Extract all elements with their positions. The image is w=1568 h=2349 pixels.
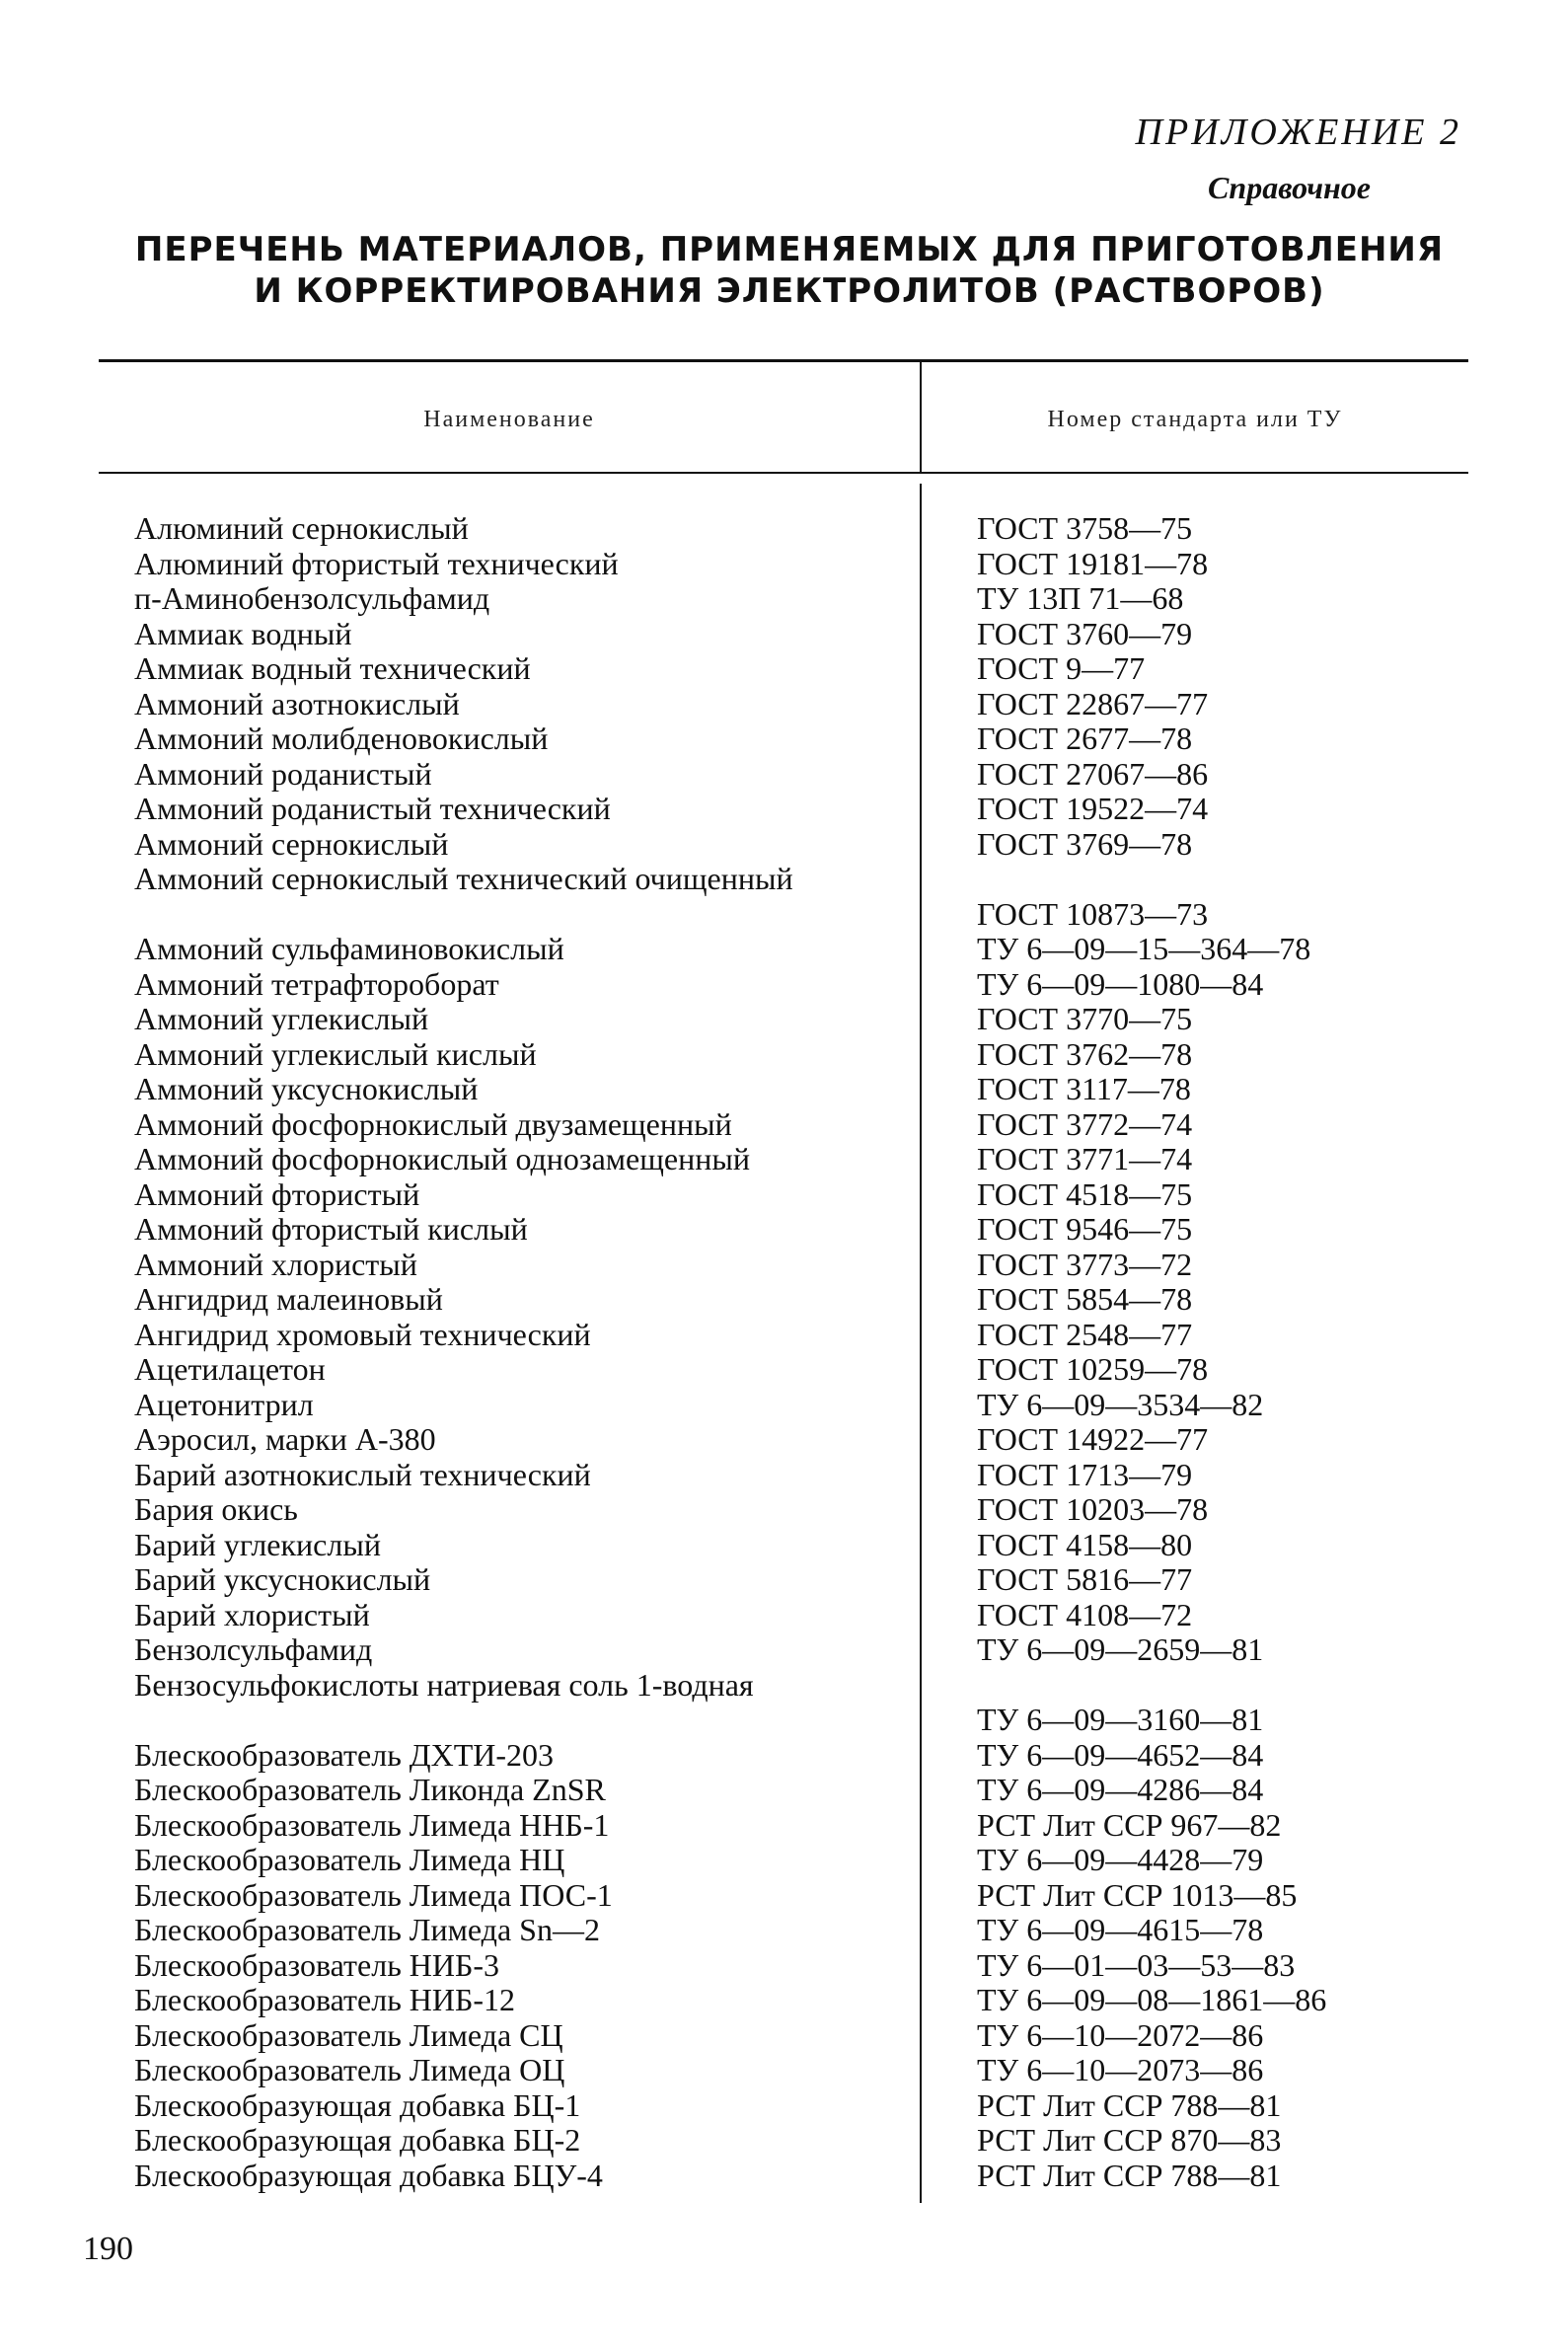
table-row: [0, 1668, 1568, 1738]
table-row: [0, 1632, 1568, 1668]
standard-number: ГОСТ 4158—80: [977, 1526, 1193, 1562]
material-name: Блескообразующая добавка БЦ-1: [134, 2086, 581, 2123]
standard-number: ТУ 6—10—2073—86: [977, 2052, 1264, 2087]
material-name: Аммоний хлористый: [134, 1246, 417, 1282]
material-name: Алюминий фтористый технический: [134, 545, 619, 581]
material-name: Блескообразователь Ликонда ZnSR: [134, 1772, 606, 1807]
standard-number: ГОСТ 19522—74: [977, 791, 1209, 826]
title-line-1: ПЕРЕЧЕНЬ МАТЕРИАЛОВ, ПРИМЕНЯЕМЫХ ДЛЯ ПРИГОТОВЛЕНИЯ: [134, 230, 1445, 269]
standard-number: РСТ Лит ССР 1013—85: [977, 1876, 1298, 1913]
material-name: Блескообразователь Лимеда НЦ: [134, 1842, 565, 1877]
material-name: Аммоний сернокислый: [134, 825, 449, 862]
table-top-rule: [99, 359, 1468, 362]
material-name: Аммоний углекислый: [134, 1001, 429, 1036]
material-name: Аммоний роданистый: [134, 755, 432, 792]
table-row: [0, 1388, 1568, 1423]
appendix-label: ПРИЛОЖЕНИЕ 2: [1135, 112, 1461, 153]
standard-number: РСТ Лит ССР 967—82: [977, 1806, 1282, 1843]
standard-number: ГОСТ 4518—75: [977, 1175, 1193, 1212]
material-name: Блескообразующая добавка БЦУ-4: [134, 2157, 603, 2193]
standard-number: ГОСТ 10259—78: [977, 1351, 1209, 1387]
standard-number: ТУ 6—09—3534—82: [977, 1386, 1264, 1422]
column-header-name: Наименование: [423, 407, 595, 432]
material-name: Аэросил, марки А-380: [134, 1421, 436, 1457]
material-name: Аммоний фосфорнокислый однозамещенный: [134, 1141, 750, 1176]
standard-number: ТУ 6—09—1080—84: [977, 965, 1264, 1002]
material-name: п-Аминобензолсульфамид: [134, 580, 490, 616]
material-name: Аммоний сернокислый технический очищенный: [134, 861, 793, 896]
table-row: [0, 2053, 1568, 2088]
standard-number: ГОСТ 3772—74: [977, 1105, 1193, 1142]
table-row: [0, 1598, 1568, 1633]
table-row: [0, 1352, 1568, 1388]
material-name: Ангидрид малеиновый: [134, 1281, 443, 1317]
table-row: [0, 2088, 1568, 2124]
standard-number: ГОСТ 2677—78: [977, 720, 1193, 756]
table-row: [0, 1808, 1568, 1844]
material-name: Аммоний азотнокислый: [134, 685, 460, 721]
material-name: Блескообразователь НИБ-12: [134, 1982, 516, 2017]
standard-number: ГОСТ 2548—77: [977, 1316, 1193, 1352]
table-row: [0, 1913, 1568, 1948]
standard-number: ГОСТ 3769—78: [977, 825, 1193, 862]
table-row: [0, 1843, 1568, 1878]
material-name: Барий углекислый: [134, 1526, 381, 1562]
material-name: Блескообразователь Лимеда ПОС-1: [134, 1876, 613, 1913]
table-row: [0, 967, 1568, 1003]
material-name: Аммоний роданистый технический: [134, 791, 611, 826]
standard-number: ГОСТ 3117—78: [977, 1071, 1191, 1106]
appendix-type: Справочное: [1208, 170, 1371, 205]
standard-number: ГОСТ 3770—75: [977, 1001, 1193, 1036]
standard-number: РСТ Лит ССР 788—81: [977, 2157, 1282, 2193]
standard-number: ГОСТ 3758—75: [977, 510, 1193, 546]
table-body: [0, 511, 1568, 2193]
standard-number: ГОСТ 1713—79: [977, 1456, 1193, 1492]
material-name: Аммиак водный: [134, 615, 352, 651]
table-row: [0, 827, 1568, 863]
material-name: Аммоний тетрафтороборат: [134, 965, 499, 1002]
table-row: [0, 511, 1568, 547]
table-row: [0, 792, 1568, 827]
material-name: Аммоний углекислый кислый: [134, 1035, 537, 1072]
standard-number: РСТ Лит ССР 788—81: [977, 2086, 1282, 2123]
standard-number: ТУ 6—09—08—1861—86: [977, 1982, 1327, 2017]
material-name: Блескообразователь Лимеда Sn—2: [134, 1912, 600, 1947]
material-name: Блескообразователь НИБ-3: [134, 1946, 500, 1983]
table-row: [0, 1948, 1568, 1984]
standard-number: ТУ 6—09—4615—78: [977, 1912, 1264, 1947]
column-header-standard: Номер стандарта или ТУ: [1047, 407, 1343, 432]
material-name: Аммиак водный технический: [134, 650, 531, 686]
standard-number: ГОСТ 22867—77: [977, 685, 1209, 721]
material-name: Блескообразователь Лимеда ОЦ: [134, 2052, 565, 2087]
table-row: [0, 1072, 1568, 1107]
table-row: [0, 581, 1568, 617]
table-row: [0, 1318, 1568, 1353]
table-row: [0, 1458, 1568, 1493]
table-row: [0, 1492, 1568, 1528]
table-row: [0, 1773, 1568, 1808]
table-row: [0, 2159, 1568, 2194]
standard-number: ТУ 6—09—4652—84: [977, 1736, 1264, 1773]
table-row: [0, 1212, 1568, 1248]
standard-number: ТУ 6—09—15—364—78: [977, 931, 1311, 966]
standard-number: ГОСТ 4108—72: [977, 1596, 1193, 1632]
material-name: Алюминий сернокислый: [134, 510, 469, 546]
table-row: [0, 1528, 1568, 1563]
standard-number: ТУ 13П 71—68: [977, 580, 1184, 616]
table-row: [0, 862, 1568, 932]
table-row: [0, 1142, 1568, 1177]
standard-number: ТУ 6—09—3160—81: [977, 1702, 1264, 1737]
table-row: [0, 617, 1568, 652]
table-row: [0, 1738, 1568, 1774]
document-title: [99, 229, 1480, 312]
material-name: Барий уксуснокислый: [134, 1561, 431, 1597]
table-row: [0, 1177, 1568, 1213]
standard-number: ГОСТ 19181—78: [977, 545, 1209, 581]
table-header-rule: [99, 472, 1468, 474]
material-name: Блескообразователь Лимеда ННБ-1: [134, 1806, 610, 1843]
material-name: Блескообразующая добавка БЦ-2: [134, 2122, 581, 2158]
table-row: [0, 757, 1568, 793]
title-line-2: И КОРРЕКТИРОВАНИЯ ЭЛЕКТРОЛИТОВ (РАСТВОРОВ): [254, 271, 1325, 311]
table-row: [0, 1002, 1568, 1037]
standard-number: ГОСТ 3760—79: [977, 615, 1193, 651]
material-name: Бария окись: [134, 1491, 298, 1527]
table-row: [0, 1562, 1568, 1598]
standard-number: ГОСТ 5854—78: [977, 1281, 1193, 1317]
page-number: 190: [83, 2231, 133, 2267]
table-row: [0, 932, 1568, 967]
standard-number: ГОСТ 14922—77: [977, 1421, 1209, 1457]
material-name: Аммоний молибденовокислый: [134, 720, 549, 756]
table-row: [0, 547, 1568, 582]
standard-number: ТУ 6—09—2659—81: [977, 1631, 1264, 1667]
material-name: Бензолсульфамид: [134, 1631, 373, 1667]
material-name: Аммоний фосфорнокислый двузамещенный: [134, 1105, 732, 1142]
table-row: [0, 1878, 1568, 1914]
material-name: Блескообразователь ДХТИ-203: [134, 1736, 555, 1773]
table-row: [0, 2018, 1568, 2054]
material-name: Аммоний сульфаминовокислый: [134, 931, 564, 966]
table-row: [0, 687, 1568, 722]
standard-number: ТУ 6—09—4286—84: [977, 1772, 1264, 1807]
standard-number: РСТ Лит ССР 870—83: [977, 2122, 1282, 2158]
table-row: [0, 1107, 1568, 1143]
material-name: Барий хлористый: [134, 1596, 370, 1632]
table-row: [0, 2123, 1568, 2159]
material-name: Ацетилацетон: [134, 1351, 326, 1387]
table-row: [0, 1282, 1568, 1318]
table-row: [0, 1422, 1568, 1458]
standard-number: ГОСТ 5816—77: [977, 1561, 1193, 1597]
material-name: Блескообразователь Лимеда СЦ: [134, 2016, 563, 2053]
material-name: Бензосульфокислоты натриевая соль 1-водная: [134, 1666, 754, 1703]
standard-number: ТУ 6—09—4428—79: [977, 1842, 1264, 1877]
material-name: Ацетонитрил: [134, 1386, 314, 1422]
table-row: [0, 651, 1568, 687]
table-row: [0, 1037, 1568, 1073]
material-name: Ангидрид хромовый технический: [134, 1316, 591, 1352]
standard-number: ТУ 6—10—2072—86: [977, 2016, 1264, 2053]
standard-number: ГОСТ 3771—74: [977, 1141, 1193, 1176]
material-name: Аммоний фтористый кислый: [134, 1211, 528, 1247]
table-row: [0, 1248, 1568, 1283]
standard-number: ГОСТ 10203—78: [977, 1491, 1209, 1527]
standard-number: ГОСТ 3762—78: [977, 1035, 1193, 1072]
material-name: Барий азотнокислый технический: [134, 1456, 591, 1492]
standard-number: ГОСТ 10873—73: [977, 895, 1209, 932]
table-row: [0, 1983, 1568, 2018]
standard-number: ГОСТ 27067—86: [977, 755, 1209, 792]
material-name: Аммоний уксуснокислый: [134, 1071, 479, 1106]
standard-number: ГОСТ 9—77: [977, 650, 1146, 686]
standard-number: ГОСТ 3773—72: [977, 1246, 1193, 1282]
standard-number: ГОСТ 9546—75: [977, 1211, 1193, 1247]
standard-number: ТУ 6—01—03—53—83: [977, 1946, 1296, 1983]
table-row: [0, 721, 1568, 757]
material-name: Аммоний фтористый: [134, 1175, 420, 1212]
